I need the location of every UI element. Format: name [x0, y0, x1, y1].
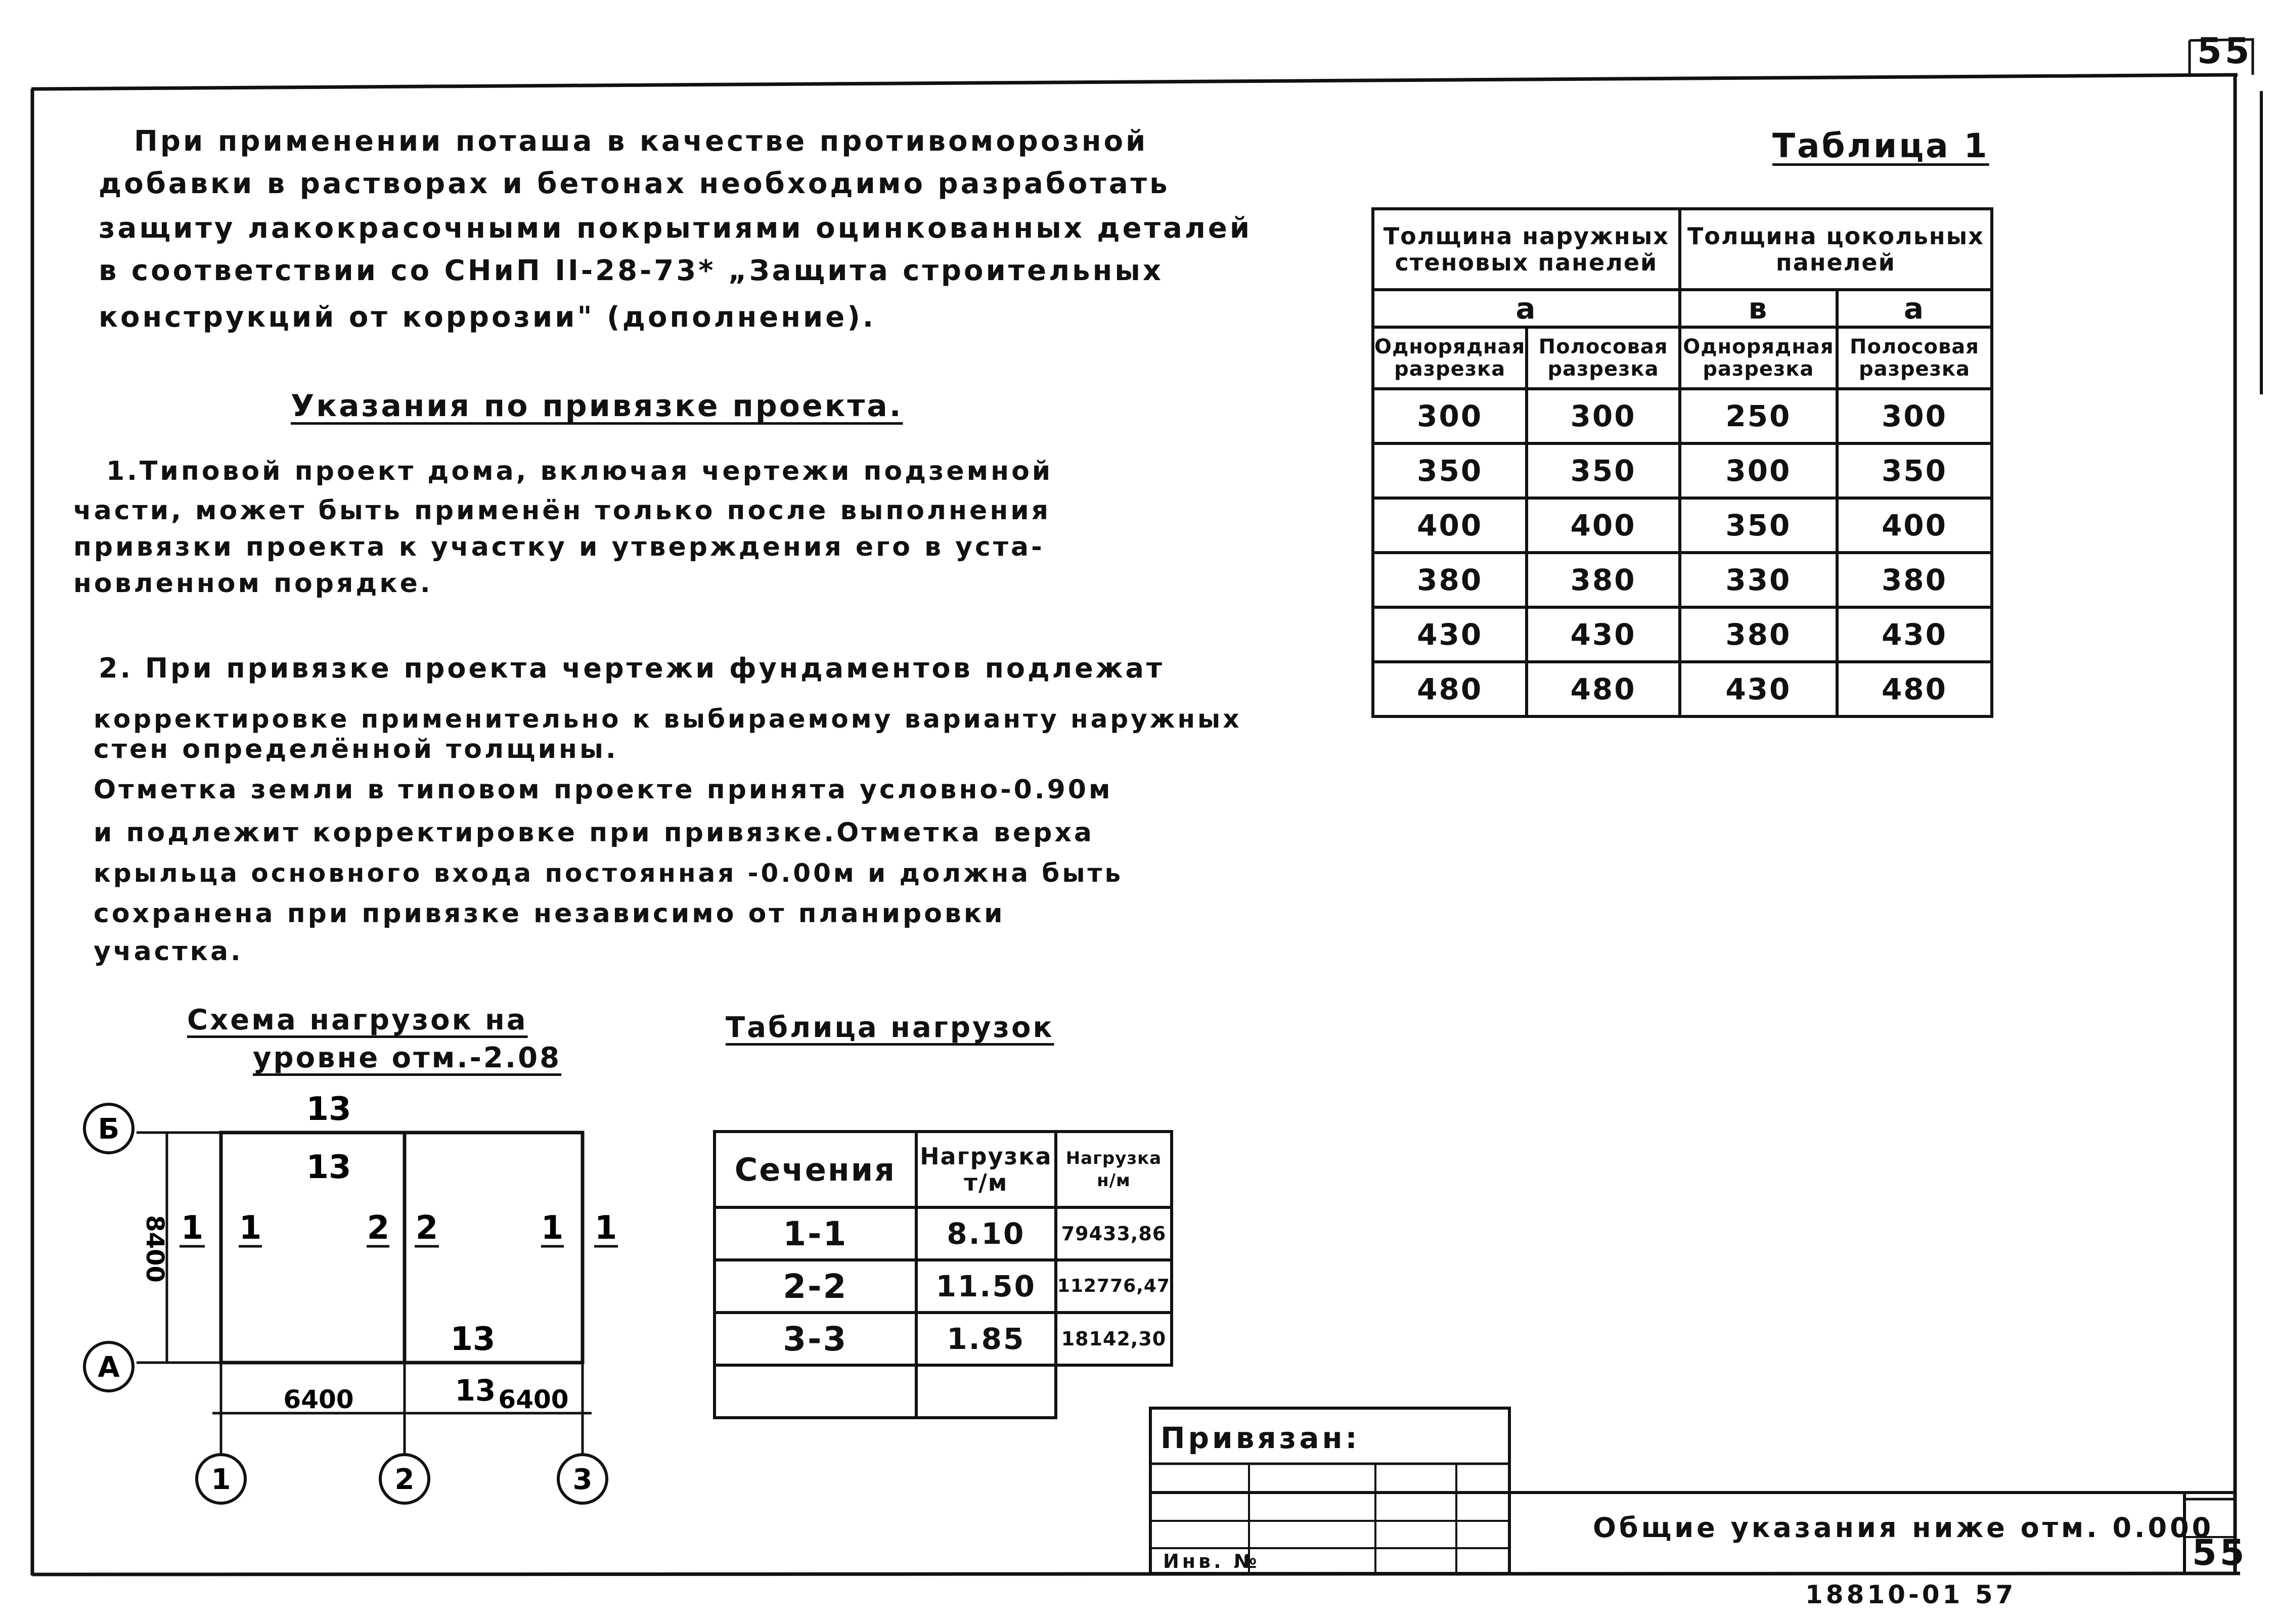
section-label-1: 1	[181, 1209, 204, 1247]
binding-p2-line-2: корректировке применительно к выбираемому варианту наружных	[94, 704, 1242, 734]
table1-cell: 430	[1680, 662, 1837, 716]
binding-p2-line-6: крыльца основного входа постоянная -0.00м и должна быть	[94, 859, 1124, 888]
sheet-number-bottom: 55	[2192, 1532, 2248, 1573]
table1-cell: 380	[1527, 553, 1679, 607]
table1-cell: 350	[1373, 443, 1527, 498]
table1-sub-a2: а	[1837, 290, 1992, 327]
axis-label-3: 3	[572, 1463, 593, 1496]
axis-label-a: А	[98, 1351, 120, 1384]
dimension-vertical: 8400	[141, 1215, 169, 1283]
section-label-2: 2	[415, 1209, 438, 1247]
table1-cell: 400	[1837, 498, 1992, 553]
section-label-13-inner: 13	[306, 1149, 351, 1186]
loads-cell: 79433,86	[1056, 1207, 1172, 1260]
loads-cell: 112776,47	[1056, 1260, 1172, 1313]
intro-line-5: конструкций от коррозии" (дополнение).	[99, 301, 876, 334]
axis-label-2: 2	[394, 1463, 415, 1496]
section-label-1: 1	[541, 1209, 564, 1247]
dimension-left: 6400	[283, 1385, 354, 1414]
table1-cell: 380	[1680, 607, 1837, 662]
intro-line-1: При применении поташа в качестве противоморозной	[134, 125, 1148, 158]
sheet-title: Общие указания ниже отм. 0.000	[1593, 1512, 2214, 1544]
binding-p2-line-3: стен определённой толщины.	[94, 734, 618, 764]
table1-col-4: Полосовая разрезка	[1837, 327, 1992, 389]
intro-line-3: защиту лакокрасочными покрытиями оцинкованных деталей	[99, 212, 1253, 245]
binding-p2-line-5: и подлежит корректировке при привязке.Отметка верха	[94, 818, 1094, 848]
table1-cell: 400	[1373, 498, 1527, 553]
table1-col-1: Однорядная разрезка	[1373, 327, 1527, 389]
table1-cell: 350	[1680, 498, 1837, 553]
table1-head-outer-walls: Толщина наружных стеновых панелей	[1373, 209, 1680, 290]
section-label-13-top: 13	[306, 1091, 351, 1128]
section-label-13-bottom: 13	[450, 1321, 496, 1358]
table1-cell: 380	[1373, 553, 1527, 607]
table1-cell: 300	[1527, 389, 1679, 443]
loads-cell: 11.50	[916, 1260, 1056, 1313]
binding-title: Указания по привязке проекта.	[291, 388, 903, 424]
axis-label-1: 1	[211, 1463, 231, 1496]
scheme-title-line-2: уровне отм.-2.08	[253, 1042, 562, 1074]
section-label-1: 1	[594, 1209, 617, 1247]
loads-cell: 2-2	[715, 1260, 916, 1313]
binding-p1-line-2: части, может быть применён только после выполнения	[73, 495, 1051, 526]
loads-title: Таблица нагрузок	[726, 1011, 1054, 1044]
table1-cell: 480	[1837, 662, 1992, 716]
table1-head-plinth: Толщина цокольных панелей	[1680, 209, 1992, 290]
binding-p2-line-7: сохранена при привязке независимо от планировки	[94, 898, 1005, 929]
table1-cell: 400	[1527, 498, 1679, 553]
table1-cell: 480	[1527, 662, 1679, 716]
section-label-13-dim: 13	[455, 1373, 496, 1408]
section-label-2: 2	[367, 1209, 390, 1247]
loads-head-tm: Нагрузка т/м	[916, 1132, 1056, 1207]
table1-cell: 380	[1837, 553, 1992, 607]
axis-label-b: Б	[98, 1113, 120, 1146]
binding-p1-line-4: новленном порядке.	[73, 568, 433, 599]
table1-cell: 300	[1837, 389, 1992, 443]
table1-cell: 430	[1837, 607, 1992, 662]
loads-head-section: Сечения	[715, 1132, 916, 1207]
section-label-1: 1	[239, 1209, 262, 1247]
binding-p1-line-1: 1.Типовой проект дома, включая чертежи подземной	[106, 456, 1053, 486]
table1-col-3: Однорядная разрезка	[1680, 327, 1837, 389]
table1-sub-b: в	[1680, 290, 1837, 327]
table1-col-2: Полосовая разрезка	[1527, 327, 1679, 389]
table1-cell: 350	[1837, 443, 1992, 498]
stamp-bound-label: Привязан:	[1161, 1421, 1360, 1455]
loads-head-nm: Нагрузка н/м	[1056, 1132, 1172, 1207]
table1-cell: 300	[1680, 443, 1837, 498]
table1-cell: 300	[1373, 389, 1527, 443]
document-code: 18810-01 57	[1805, 1580, 2017, 1609]
table1-cell: 330	[1680, 553, 1837, 607]
stamp-inventory-label: Инв. №	[1163, 1550, 1260, 1572]
table1-cell: 430	[1527, 607, 1679, 662]
scheme-title-line-1: Схема нагрузок на	[187, 1004, 528, 1036]
binding-p2-line-4: Отметка земли в типовом проекте принята условно-0.90м	[94, 775, 1113, 805]
binding-p1-line-3: привязки проекта к участку и утверждения его в уста-	[73, 532, 1045, 562]
loads-cell: 1-1	[715, 1207, 916, 1260]
table1-cell: 350	[1527, 443, 1679, 498]
dimension-right: 6400	[498, 1385, 569, 1414]
binding-p2-line-1: 2. При привязке проекта чертежи фундаментов подлежат	[99, 652, 1165, 684]
intro-line-4: в соответствии со СНиП II-28-73* „Защита строительных	[99, 254, 1164, 287]
loads-cell: 8.10	[916, 1207, 1056, 1260]
sheet-number: 55	[2197, 30, 2253, 72]
table1-cell: 480	[1373, 662, 1527, 716]
table1-title: Таблица 1	[1772, 126, 1989, 165]
loads-cell: 18142,30	[1056, 1313, 1172, 1365]
intro-line-2: добавки в растворах и бетонах необходимо разработать	[99, 167, 1170, 200]
table1-cell: 430	[1373, 607, 1527, 662]
table1-sub-a: а	[1373, 290, 1680, 327]
table1-cell: 250	[1680, 389, 1837, 443]
binding-p2-line-8: участка.	[94, 936, 243, 967]
loads-cell: 1.85	[916, 1313, 1056, 1365]
loads-cell: 3-3	[715, 1313, 916, 1365]
